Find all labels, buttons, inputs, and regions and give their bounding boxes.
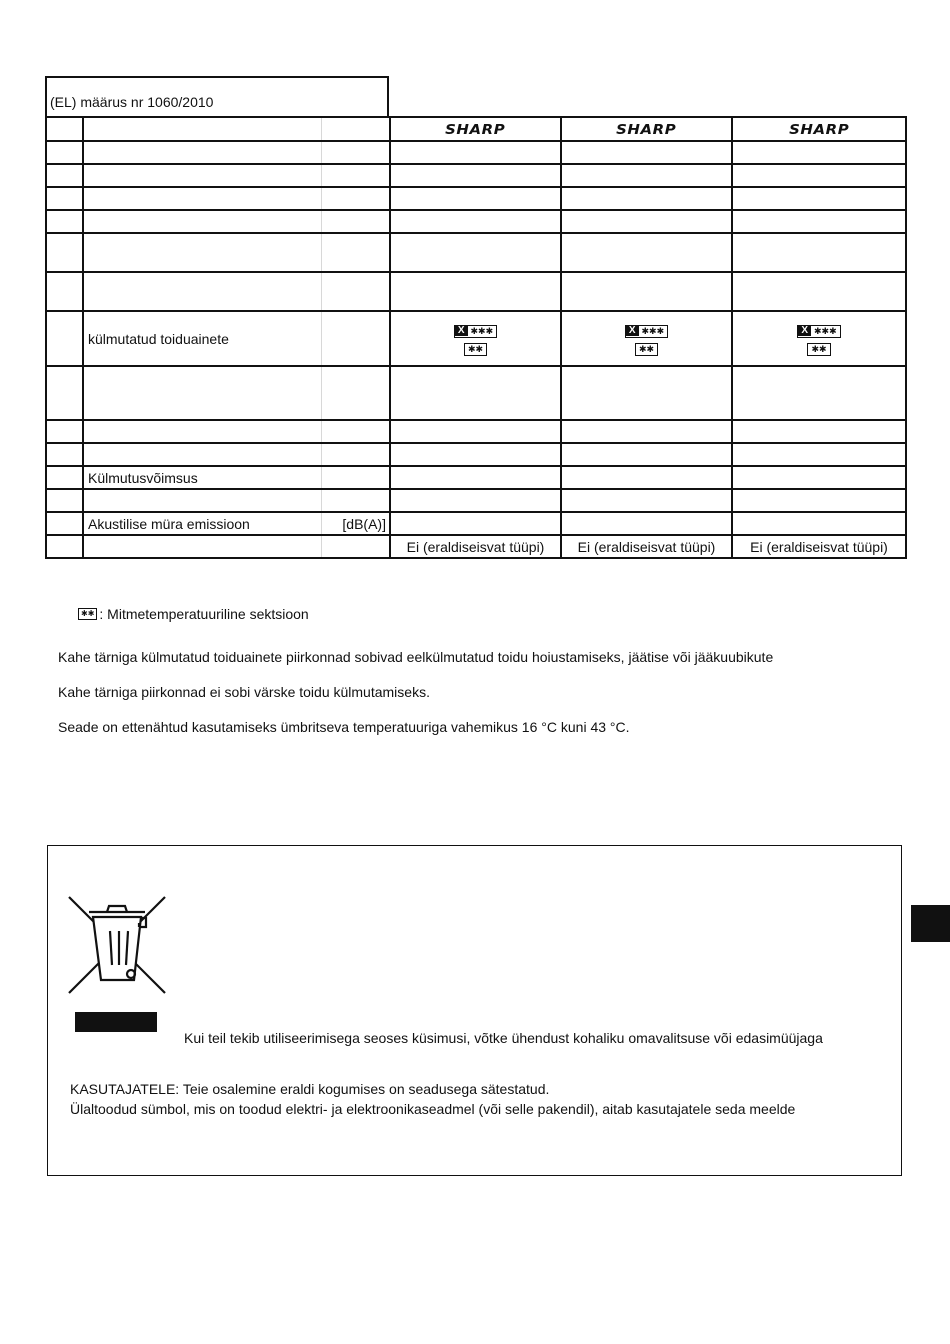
- regulation-title: (EL) määrus nr 1060/2010: [50, 94, 214, 110]
- table-row-freestanding: [46, 535, 906, 558]
- row-label: [83, 420, 321, 443]
- row-label-cell: [83, 117, 321, 141]
- row-unit: [321, 210, 390, 233]
- regulation-header-box: [45, 76, 389, 116]
- row-label: [83, 233, 321, 272]
- row-label: [83, 443, 321, 466]
- note-ambient-temperature: Seade on ettenähtud kasutamiseks ümbritseva temperatuuriga vahemikus 16 °C kuni 43 °C.: [58, 719, 630, 735]
- row-label: [83, 535, 321, 558]
- freestanding-value: Ei (eraldiseisvat tüüpi): [561, 535, 732, 558]
- disposal-users-line-1: KASUTAJATELE: Teie osalemine eraldi kogumises on seadusega sätestatud.: [70, 1081, 550, 1097]
- sharp-logo: SHARP: [788, 122, 850, 138]
- legend-text: : Mitmetemperatuuriline sektsioon: [99, 606, 309, 622]
- row-label: [83, 164, 321, 187]
- disposal-contact-text: Kui teil tekib utiliseerimisega seoses küsimusi, võtke ühendust kohaliku omavalitsuse või edasimüüjaga: [184, 1030, 823, 1046]
- model-column-2-header: [561, 117, 732, 141]
- row-number-cell: [46, 117, 83, 141]
- sharp-logo: SHARP: [616, 122, 677, 138]
- table-row: [46, 512, 906, 535]
- row-unit: [321, 466, 390, 489]
- row-label: [83, 489, 321, 512]
- row-unit: [321, 311, 390, 366]
- disposal-users-line-2: Ülaltoodud sümbol, mis on toodud elektri- ja elektroonikaseadmel (või selle pakendil), aitab kasutajatele seda meelde: [70, 1101, 796, 1117]
- freestanding-value: Ei (eraldiseisvat tüüpi): [732, 535, 906, 558]
- star-rating-icon: X ✱✱✱ ✱✱: [797, 321, 840, 356]
- table-row: [46, 366, 906, 420]
- freestanding-value: Ei (eraldiseisvat tüüpi): [390, 535, 561, 558]
- black-bar-marker: [75, 1012, 157, 1032]
- crossed-out-wheelie-bin-icon: [67, 895, 167, 995]
- row-unit: [321, 420, 390, 443]
- row-unit: [321, 141, 390, 164]
- table-row: [46, 141, 906, 164]
- energy-spec-table: [45, 116, 907, 559]
- row-unit: [321, 489, 390, 512]
- row-label: [83, 272, 321, 311]
- row-unit-cell: [321, 117, 390, 141]
- model-column-3-header: [732, 117, 906, 141]
- row-unit: [321, 443, 390, 466]
- row-label: [83, 187, 321, 210]
- multi-temperature-legend: [78, 606, 309, 622]
- row-label: [83, 366, 321, 420]
- row-unit: [321, 366, 390, 420]
- table-row-star-rating: [46, 311, 906, 366]
- row-unit: [dB(A)]: [321, 512, 390, 535]
- note-two-star-freezing: Kahe tärniga piirkonnad ei sobi värske toidu külmutamiseks.: [58, 684, 430, 700]
- row-label: Akustilise müra emissioon: [83, 512, 321, 535]
- table-row: [46, 420, 906, 443]
- table-row: [46, 164, 906, 187]
- language-side-tab: [911, 905, 950, 942]
- table-header-row: [46, 117, 906, 141]
- note-two-star-storage: Kahe tärniga külmutatud toiduainete piirkonnad sobivad eelkülmutatud toidu hoiustamiseks, jäätise või jääkuubikute: [58, 649, 774, 665]
- disposal-info-box: [47, 845, 902, 1176]
- row-unit: [321, 535, 390, 558]
- table-row: [46, 233, 906, 272]
- table-row: [46, 466, 906, 489]
- row-label: [83, 141, 321, 164]
- table-row: [46, 272, 906, 311]
- star-rating-icon: X ✱✱✱ ✱✱: [454, 321, 497, 356]
- sharp-logo: SHARP: [445, 122, 506, 138]
- table-row: [46, 489, 906, 512]
- row-label: Külmutusvõimsus: [83, 466, 321, 489]
- table-row: [46, 187, 906, 210]
- model-column-1-header: [390, 117, 561, 141]
- row-unit: [321, 187, 390, 210]
- row-unit: [321, 272, 390, 311]
- row-label: [83, 210, 321, 233]
- table-row: [46, 210, 906, 233]
- table-row: [46, 443, 906, 466]
- two-star-icon: ✱✱: [78, 608, 97, 620]
- row-label: külmutatud toiduainete: [83, 311, 321, 366]
- row-unit: [321, 233, 390, 272]
- row-unit: [321, 164, 390, 187]
- star-rating-icon: X ✱✱✱ ✱✱: [625, 321, 668, 356]
